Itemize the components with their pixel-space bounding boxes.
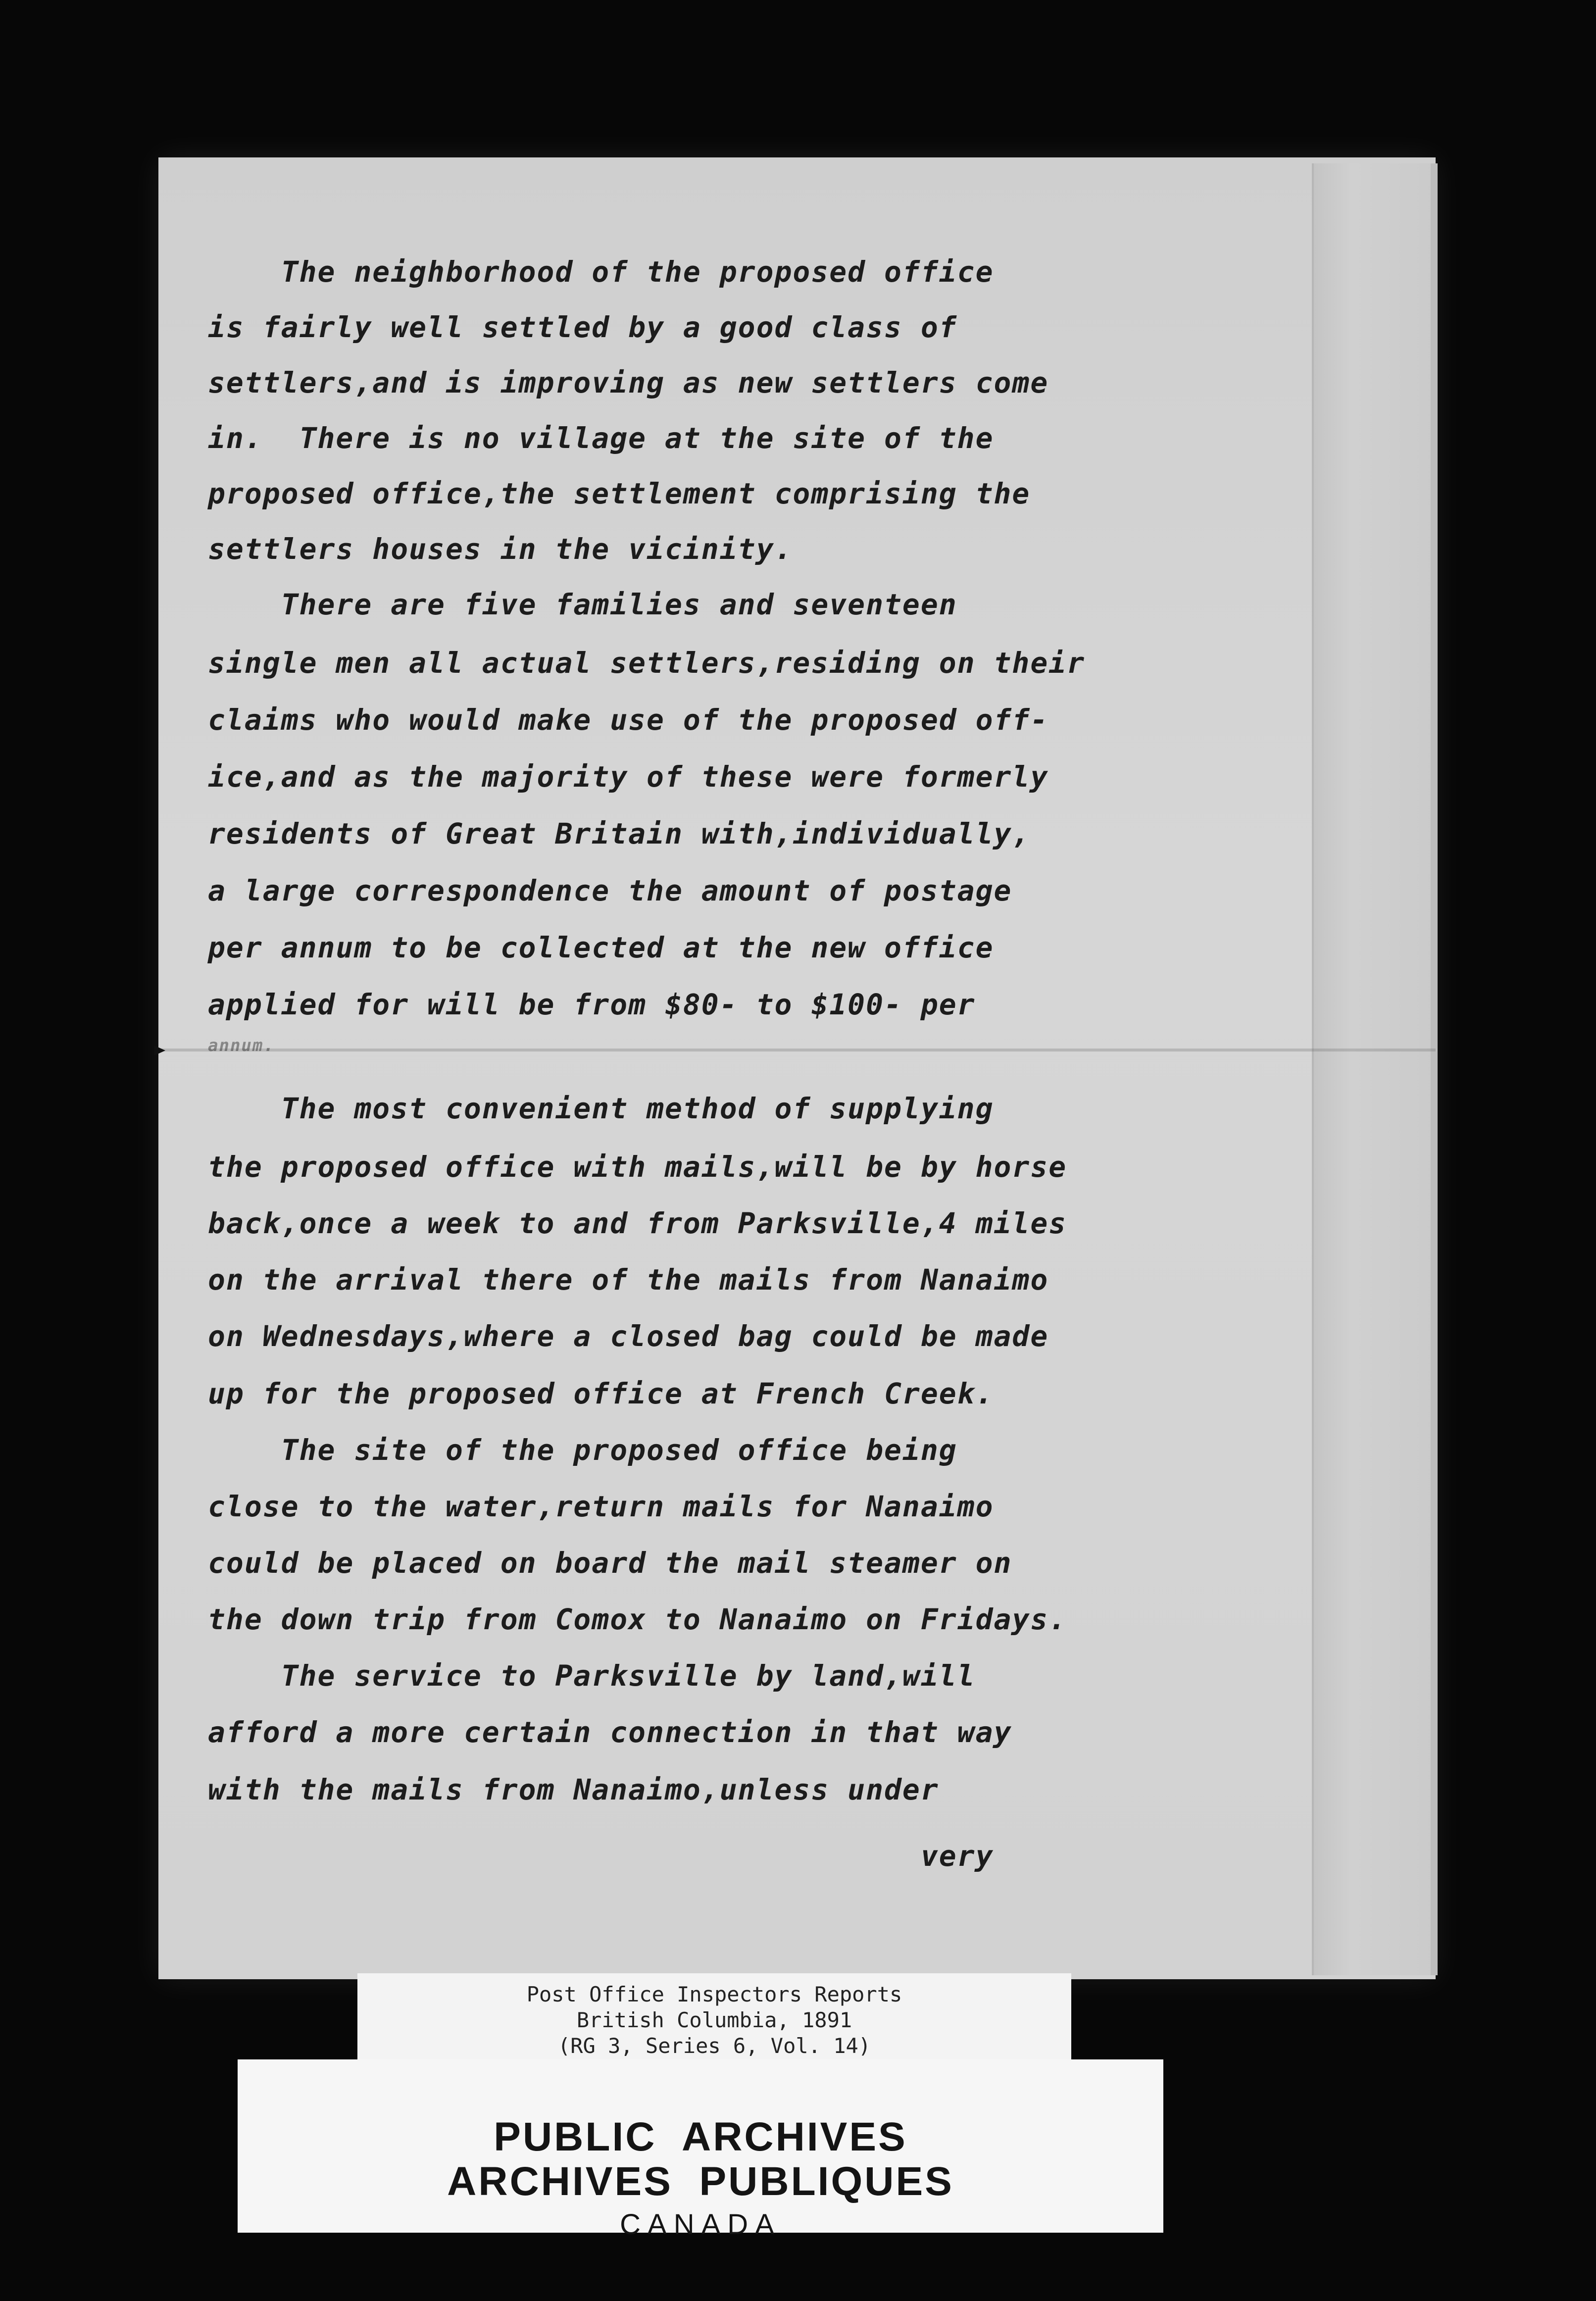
text-line: a large correspondence the amount of postage	[208, 874, 1012, 907]
stamp-line-english: PUBLIC ARCHIVES	[494, 2114, 907, 2159]
text-line: could be placed on board the mail steamer on	[208, 1546, 1012, 1580]
label-subtitle: British Columbia, 1891	[576, 2008, 852, 2032]
text-line: close to the water,return mails for Nanaimo	[208, 1490, 994, 1523]
text-line: There are five families and seventeen	[208, 588, 957, 621]
text-line: residents of Great Britain with,individually,	[208, 817, 1031, 850]
label-reference: (RG 3, Series 6, Vol. 14)	[557, 2034, 871, 2058]
label-title: Post Office Inspectors Reports	[526, 1982, 902, 2006]
text-line: settlers houses in the vicinity.	[208, 532, 793, 566]
text-line: The service to Parksville by land,will	[208, 1659, 976, 1693]
text-line: is fairly well settled by a good class of	[208, 310, 957, 344]
text-line: on Wednesdays,where a closed bag could be made	[208, 1319, 1049, 1353]
text-line: single men all actual settlers,residing on their	[208, 646, 1086, 680]
text-line: The site of the proposed office being	[208, 1433, 957, 1467]
text-line: the proposed office with mails,will be by horse	[208, 1150, 1067, 1184]
text-line: back,once a week to and from Parksville,4 miles	[208, 1206, 1067, 1240]
archives-stamp-label	[238, 2059, 1163, 2241]
stamp-line-french: ARCHIVES PUBLIQUES	[447, 2159, 954, 2204]
stamp-line-country: CANADA	[620, 2208, 781, 2241]
text-line: ice,and as the majority of these were formerly	[208, 760, 1049, 794]
text-line: afford a more certain connection in that way	[208, 1715, 1012, 1749]
text-line: The most convenient method of supplying	[208, 1092, 994, 1125]
page-edge-line	[1431, 163, 1438, 1975]
text-line: applied for will be from $80- to $100- per	[208, 988, 976, 1021]
text-line: in. There is no village at the site of the	[208, 421, 994, 455]
text-line: the down trip from Comox to Nanaimo on Fridays.	[208, 1602, 1067, 1636]
text-line: The neighborhood of the proposed office	[208, 255, 994, 289]
page-edge-strip	[1312, 163, 1438, 1975]
text-line: proposed office,the settlement comprising the	[208, 477, 1031, 510]
text-line: with the mails from Nanaimo,unless under	[208, 1773, 939, 1806]
text-line: on the arrival there of the mails from Nanaimo	[208, 1263, 1049, 1297]
text-line: very	[208, 1839, 994, 1873]
archive-reference-label	[357, 1973, 1071, 2065]
text-line-faint: annum.	[208, 1036, 275, 1055]
text-line: claims who would make use of the proposed off-	[208, 703, 1049, 737]
text-line: per annum to be collected at the new office	[208, 931, 994, 964]
text-line: settlers,and is improving as new settlers come	[208, 366, 1049, 400]
page-fold	[158, 1049, 1436, 1051]
text-line: up for the proposed office at French Creek.	[208, 1377, 994, 1410]
